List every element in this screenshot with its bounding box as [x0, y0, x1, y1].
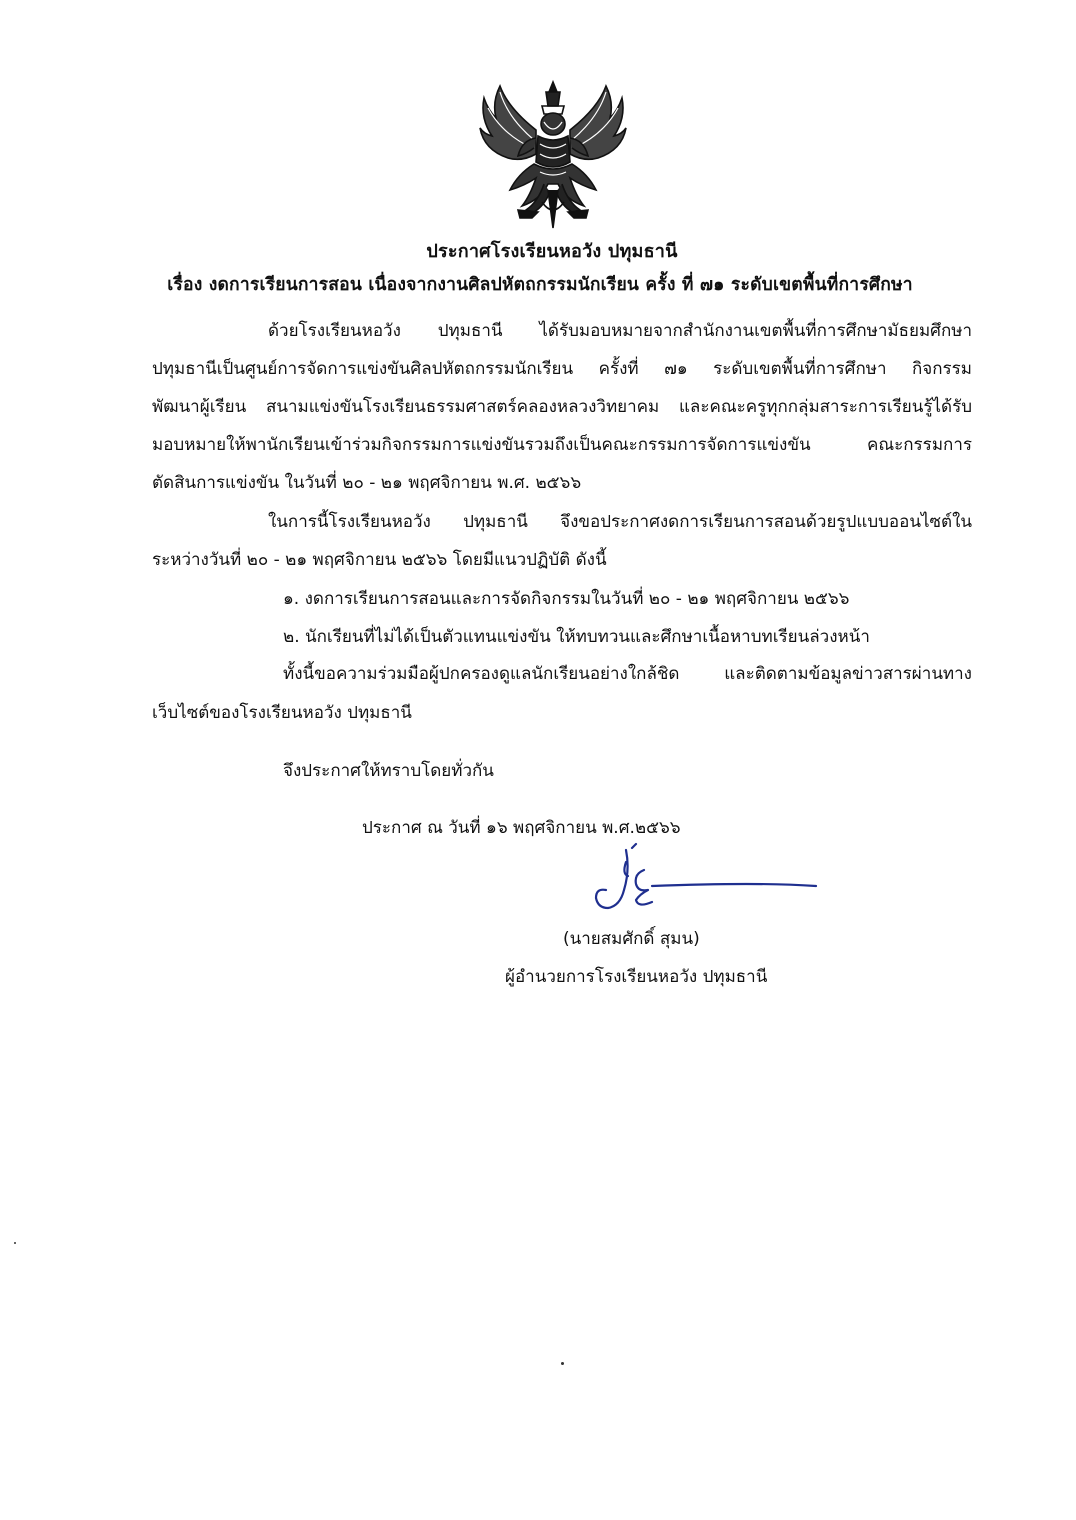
list-item-1: ๑. งดการเรียนการสอนและการจัดกิจกรรมในวันที่ ๒๐ - ๒๑ พฤศจิกายน ๒๕๖๖: [283, 589, 850, 609]
signer-name: (นายสมศักดิ์ สุมน): [563, 929, 700, 949]
para1-line-5: ตัดสินการแข่งขัน ในวันที่ ๒๐ - ๒๑ พฤศจิกายน พ.ศ. ๒๕๖๖: [152, 473, 582, 493]
closing-line: จึงประกาศให้ทราบโดยทั่วกัน: [283, 761, 494, 781]
para1-line-4: มอบหมายให้พานักเรียนเข้าร่วมกิจกรรมการแข่งขันรวมถึงเป็นคณะกรรมการจัดการแข่งขัน คณะกรรมการ: [152, 435, 972, 455]
para2-line-2: ระหว่างวันที่ ๒๐ - ๒๑ พฤศจิกายน ๒๕๖๖ โดยมีแนวปฏิบัติ ดังนี้: [152, 550, 607, 570]
scan-speck: [14, 1242, 16, 1244]
para3-line-1: ทั้งนี้ขอความร่วมมือผู้ปกครองดูแลนักเรียนอย่างใกล้ชิด และติดตามข้อมูลข่าวสารผ่านทาง: [283, 664, 972, 684]
scan-speck: [561, 1362, 564, 1365]
list-item-2: ๒. นักเรียนที่ไม่ได้เป็นตัวแทนแข่งขัน ให้ทบทวนและศึกษาเนื้อหาบทเรียนล่วงหน้า: [283, 627, 870, 647]
announcement-subject: เรื่อง งดการเรียนการสอน เนื่องจากงานศิลปหัตถกรรมนักเรียน ครั้ง ที่ ๗๑ ระดับเขตพื้นที่การศึกษา: [167, 275, 913, 295]
announcement-date: ประกาศ ณ วันที่ ๑๖ พฤศจิกายน พ.ศ.๒๕๖๖: [362, 818, 681, 838]
handwritten-signature: [586, 840, 826, 920]
para2-line-1: ในการนี้โรงเรียนหอวัง ปทุมธานี จึงขอประกาศงดการเรียนการสอนด้วยรูปแบบออนไซต์ใน: [268, 512, 972, 532]
garuda-emblem-icon: [478, 78, 628, 230]
signer-position: ผู้อำนวยการโรงเรียนหอวัง ปทุมธานี: [505, 967, 768, 987]
para3-line-2: เว็บไซต์ของโรงเรียนหอวัง ปทุมธานี: [152, 703, 412, 723]
announcement-title: ประกาศโรงเรียนหอวัง ปทุมธานี: [426, 241, 678, 262]
para1-line-1: ด้วยโรงเรียนหอวัง ปทุมธานี ได้รับมอบหมายจากสำนักงานเขตพื้นที่การศึกษามัธยมศึกษา: [268, 321, 972, 341]
para1-line-3: พัฒนาผู้เรียน สนามแข่งขันโรงเรียนธรรมศาสตร์คลองหลวงวิทยาคม และคณะครูทุกกลุ่มสาระการเรียนรู้ได้รับ: [152, 397, 972, 417]
para1-line-2: ปทุมธานีเป็นศูนย์การจัดการแข่งขันศิลปหัตถกรรมนักเรียน ครั้งที่ ๗๑ ระดับเขตพื้นที่การศึกษา กิจกรรม: [152, 359, 972, 379]
